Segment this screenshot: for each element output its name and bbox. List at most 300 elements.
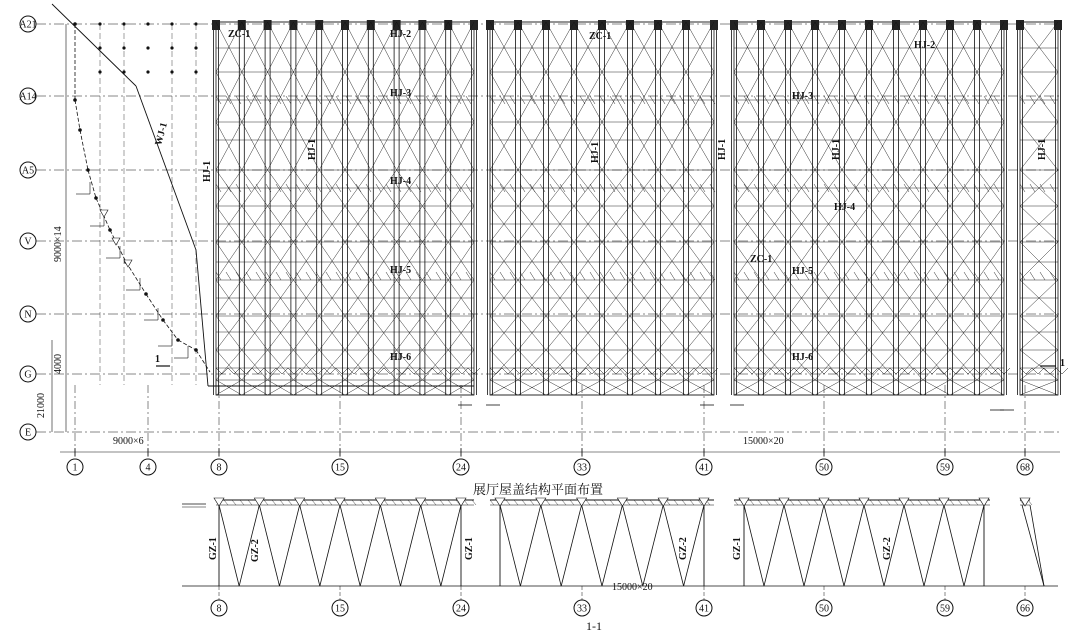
top-chord-web [682, 500, 686, 505]
truss-web [252, 368, 258, 374]
label-gz1: GZ-1 [208, 537, 219, 560]
top-chord-web [280, 500, 284, 505]
wj1-chord [52, 4, 136, 86]
truss-web [634, 368, 640, 374]
tree-column [259, 505, 279, 586]
truss-web [646, 368, 652, 374]
truss-web [878, 368, 884, 374]
top-chord-web [320, 500, 324, 505]
top-chord-web [774, 500, 778, 505]
truss-web [1044, 368, 1050, 374]
col-label-24: 24 [456, 462, 466, 474]
truss-web [764, 272, 769, 280]
truss-web [1032, 368, 1038, 374]
top-chord-web [910, 500, 914, 505]
truss-web [326, 272, 331, 280]
node-dot [170, 70, 173, 73]
truss-web [356, 272, 361, 280]
truss-end-block [1000, 20, 1008, 30]
top-chord-web [304, 500, 308, 505]
tree-column [320, 505, 340, 586]
top-chord-web [288, 500, 292, 505]
truss-web [276, 272, 281, 280]
truss-web [436, 272, 441, 280]
truss-web [246, 272, 251, 280]
truss-web [800, 368, 806, 374]
col-label-33: 33 [577, 462, 587, 474]
perimeter-edge [75, 100, 80, 130]
truss-end-block [542, 20, 550, 30]
truss-web [1004, 368, 1010, 374]
node-dot [176, 338, 180, 342]
node-dot [98, 22, 101, 25]
truss-web [426, 272, 431, 280]
truss-web [568, 368, 574, 374]
node-dot [78, 128, 82, 132]
truss-web [998, 368, 1004, 374]
dim-vertical-lower: 21000 [36, 393, 47, 418]
node-dot [170, 46, 173, 49]
tree-column [582, 505, 602, 586]
truss-end-block [264, 20, 272, 30]
truss-end-block [598, 20, 606, 30]
perimeter-edge [110, 230, 126, 262]
roof-block [212, 20, 480, 395]
truss-web [496, 368, 502, 374]
top-chord-web [974, 500, 978, 505]
truss-end-block [946, 20, 954, 30]
truss-web [246, 368, 252, 374]
truss-web [446, 272, 451, 280]
roof-block-outline [734, 22, 1004, 395]
top-chord-web [626, 500, 630, 505]
truss-end-block [212, 20, 220, 30]
roof-plan-geometry [36, 4, 1068, 459]
truss-web [500, 272, 505, 280]
truss-web [574, 368, 580, 374]
truss-web [834, 272, 839, 280]
truss-end-block [838, 20, 846, 30]
col-label-1: 1 [72, 462, 78, 474]
top-chord-web [514, 500, 518, 505]
truss-end-block [418, 20, 426, 30]
label-zc1: ZC-1 [589, 31, 612, 42]
tree-column [804, 505, 824, 586]
top-chord-web [448, 500, 452, 505]
node-dot [73, 22, 77, 26]
sec-col-label: 50 [819, 603, 829, 615]
tree-column [824, 505, 844, 586]
truss-web [236, 272, 241, 280]
top-chord-web [562, 500, 566, 505]
truss-web [794, 368, 800, 374]
truss-web [712, 368, 718, 374]
col-label-15: 15 [335, 462, 345, 474]
perimeter-edge [126, 262, 146, 294]
row-label-v: V [24, 236, 32, 248]
truss-web [1038, 368, 1044, 374]
col-label-4: 4 [145, 462, 151, 474]
truss-web [222, 368, 228, 374]
row-label-a14: A14 [19, 91, 37, 103]
row-label-e: E [24, 427, 32, 439]
top-chord-web [440, 500, 444, 505]
truss-web [456, 368, 462, 374]
col-label-68: 68 [1020, 462, 1030, 474]
truss-end-block [315, 20, 323, 30]
node-dot [194, 22, 197, 25]
tree-column [602, 505, 622, 586]
truss-web [884, 272, 889, 280]
truss-web [782, 368, 788, 374]
truss-web [502, 368, 508, 374]
truss-web [680, 272, 685, 280]
top-chord-web [570, 500, 574, 505]
top-chord-web [546, 500, 550, 505]
truss-web [652, 368, 658, 374]
top-chord-web [650, 500, 654, 505]
truss-web [842, 368, 848, 374]
top-chord-web [870, 500, 874, 505]
top-chord-web [432, 500, 436, 505]
node-dot [73, 98, 77, 102]
label-hj2: HJ-2 [390, 29, 412, 40]
row-label-n: N [24, 309, 32, 321]
top-chord-web [602, 500, 606, 505]
top-chord-web [758, 500, 762, 505]
truss-end-block [892, 20, 900, 30]
truss-web [610, 368, 616, 374]
top-chord-web [224, 500, 228, 505]
truss-web [508, 368, 514, 374]
truss-web [670, 368, 676, 374]
label-hj6: HJ-6 [390, 352, 412, 363]
node-dot [194, 70, 197, 73]
top-chord-web [798, 500, 802, 505]
truss-web [306, 272, 311, 280]
top-chord-web [272, 500, 276, 505]
truss-web [530, 272, 535, 280]
label-zc1: ZC-1 [228, 29, 251, 40]
section-mark-left: 1 [155, 354, 160, 365]
truss-web [544, 368, 550, 374]
roof-block [486, 20, 718, 395]
truss-web [688, 368, 694, 374]
top-chord-web [878, 500, 882, 505]
truss-end-block [919, 20, 927, 30]
col-label-50: 50 [819, 462, 829, 474]
truss-web [994, 272, 999, 280]
truss-web [934, 272, 939, 280]
truss-web [570, 272, 575, 280]
truss-web [330, 368, 336, 374]
truss-end-block [1054, 20, 1062, 30]
section-mark-right: 1 [1060, 358, 1065, 369]
label-hj2: HJ-2 [914, 40, 936, 51]
sec-col-label: 24 [456, 603, 466, 615]
node-dot [170, 22, 173, 25]
truss-web [884, 368, 890, 374]
perimeter-edge [163, 320, 178, 340]
truss-web [1030, 272, 1035, 280]
truss-web [620, 272, 625, 280]
top-chord-web [368, 500, 372, 505]
truss-web [1020, 368, 1026, 374]
truss-end-block [811, 20, 819, 30]
truss-web [346, 272, 351, 280]
tree-column [380, 505, 400, 586]
label-hj1: HJ-1 [202, 160, 213, 182]
tree-column [784, 505, 804, 586]
section-title: 1-1 [586, 619, 602, 633]
truss-web [744, 272, 749, 280]
sec-col-label: 15 [335, 603, 345, 615]
node-dot [108, 228, 112, 232]
node-dot [98, 70, 101, 73]
truss-web [676, 368, 682, 374]
label-hj3: HJ-3 [390, 88, 412, 99]
node-dot [146, 70, 149, 73]
truss-end-block [654, 20, 662, 30]
tree-column [340, 505, 360, 586]
truss-web [640, 368, 646, 374]
truss-web [560, 272, 565, 280]
truss-web [474, 368, 480, 374]
truss-web [444, 368, 450, 374]
node-dot [86, 168, 90, 172]
truss-web [306, 368, 312, 374]
truss-web [376, 272, 381, 280]
node-dot [161, 318, 165, 322]
label-hj1: HJ-1 [590, 141, 601, 163]
top-chord-web [934, 500, 938, 505]
truss-web [216, 368, 222, 374]
top-chord-web [530, 500, 534, 505]
roof-block [730, 20, 1010, 395]
truss-web [456, 272, 461, 280]
top-chord-web [400, 500, 404, 505]
truss-end-block [784, 20, 792, 30]
dim-vertical-g: 4000 [53, 354, 64, 374]
label-zc1: ZC-1 [750, 254, 773, 265]
truss-end-block [289, 20, 297, 30]
truss-web [984, 272, 989, 280]
truss-web [228, 368, 234, 374]
truss-end-block [367, 20, 375, 30]
truss-web [908, 368, 914, 374]
truss-web [590, 272, 595, 280]
truss-web [740, 368, 746, 374]
truss-web [462, 368, 468, 374]
top-chord-web [854, 500, 858, 505]
truss-web [540, 272, 545, 280]
tree-column [844, 505, 864, 586]
top-chord-web [830, 500, 834, 505]
truss-web [378, 368, 384, 374]
truss-web [580, 272, 585, 280]
top-chord-web [958, 500, 962, 505]
truss-end-block [444, 20, 452, 30]
truss-end-block [514, 20, 522, 30]
section-column-bubbles [211, 600, 1033, 616]
sec-col-label: 41 [699, 603, 709, 615]
top-chord-web [248, 500, 252, 505]
truss-end-block [341, 20, 349, 30]
truss-web [520, 368, 526, 374]
label-hj1: HJ-1 [717, 138, 728, 160]
sec-col-label: 33 [577, 603, 587, 615]
top-chord-web [926, 500, 930, 505]
roof-block-outline [490, 22, 714, 395]
truss-web [490, 368, 496, 374]
dim-span-main: 15000×20 [743, 436, 784, 447]
truss-web [670, 272, 675, 280]
node-dot [122, 46, 125, 49]
support-triangle [112, 238, 120, 245]
truss-web [556, 368, 562, 374]
tree-column [541, 505, 561, 586]
row-axis-bubbles [19, 16, 36, 440]
tree-column [280, 505, 300, 586]
top-chord-web [814, 500, 818, 505]
truss-web [366, 368, 372, 374]
top-chord-web [766, 500, 770, 505]
truss-web [902, 368, 908, 374]
top-chord-web [424, 500, 428, 505]
truss-web [700, 272, 705, 280]
truss-web [426, 368, 432, 374]
truss-web [770, 368, 776, 374]
top-chord-web [344, 500, 348, 505]
tree-column [300, 505, 320, 586]
truss-web [956, 368, 962, 374]
perimeter-edge [196, 350, 210, 372]
truss-web [354, 368, 360, 374]
label-hj1: HJ-1 [831, 138, 842, 160]
top-chord-web [966, 500, 970, 505]
top-chord-web [690, 500, 694, 505]
truss-web [258, 368, 264, 374]
top-chord-web [886, 500, 890, 505]
label-hj5: HJ-5 [792, 266, 814, 277]
node-dot [144, 292, 148, 296]
tree-column [764, 505, 784, 586]
truss-web [562, 368, 568, 374]
col-label-41: 41 [699, 462, 709, 474]
truss-web [402, 368, 408, 374]
top-chord-web [806, 500, 810, 505]
label-gz2: GZ-2 [678, 537, 689, 560]
truss-web [682, 368, 688, 374]
dim-span-left: 9000×6 [113, 436, 144, 447]
truss-web [466, 272, 471, 280]
label-gz1: GZ-1 [464, 537, 475, 560]
top-chord-web [634, 500, 638, 505]
truss-web [282, 368, 288, 374]
truss-end-block [682, 20, 690, 30]
truss-web [550, 272, 555, 280]
truss-web [610, 272, 615, 280]
perimeter-edge [80, 130, 88, 170]
node-dot [194, 46, 197, 49]
truss-web [360, 368, 366, 374]
truss-end-block [730, 20, 738, 30]
truss-end-block [1016, 20, 1024, 30]
truss-web [318, 368, 324, 374]
truss-web [950, 368, 956, 374]
label-wj1: WJ-1 [153, 121, 170, 147]
truss-web [640, 272, 645, 280]
row-label-a21: A21 [19, 19, 37, 31]
top-chord-web [950, 500, 954, 505]
label-hj3: HJ-3 [792, 91, 814, 102]
truss-web [514, 368, 520, 374]
plan-title: 展厅屋盖结构平面布置 [472, 482, 604, 497]
support-triangle [100, 210, 108, 217]
truss-web [964, 272, 969, 280]
top-chord-web [392, 500, 396, 505]
label-gz2: GZ-2 [882, 537, 893, 560]
tree-column [441, 505, 461, 586]
truss-web [664, 368, 670, 374]
top-chord-web [232, 500, 236, 505]
top-chord-web [472, 500, 476, 505]
label-hj5: HJ-5 [390, 265, 412, 276]
truss-web [658, 368, 664, 374]
top-chord-web [918, 500, 922, 505]
node-dot [94, 196, 98, 200]
top-chord-web [838, 500, 842, 505]
truss-web [468, 368, 474, 374]
top-chord-web [328, 500, 332, 505]
truss-web [690, 272, 695, 280]
col-label-59: 59 [940, 462, 950, 474]
truss-end-block [486, 20, 494, 30]
truss-web [592, 368, 598, 374]
truss-web [848, 368, 854, 374]
truss-web [986, 368, 992, 374]
truss-web [938, 368, 944, 374]
truss-web [526, 368, 532, 374]
truss-web [650, 272, 655, 280]
truss-end-block [570, 20, 578, 30]
label-hj6: HJ-6 [792, 352, 814, 363]
tree-column [360, 505, 380, 586]
wj1-chord [136, 86, 196, 250]
node-dot [98, 46, 101, 49]
truss-end-block [710, 20, 718, 30]
top-chord-web [384, 500, 388, 505]
top-chord-web [360, 500, 364, 505]
top-chord-web [594, 500, 598, 505]
truss-end-block [470, 20, 478, 30]
truss-web [890, 368, 896, 374]
truss-web [836, 368, 842, 374]
tree-column [1022, 505, 1044, 586]
truss-web [286, 272, 291, 280]
node-dot [122, 22, 125, 25]
top-chord-web [408, 500, 412, 505]
truss-web [874, 272, 879, 280]
row-label-g: G [24, 369, 32, 381]
sec-col-label: 59 [940, 603, 950, 615]
truss-end-block [626, 20, 634, 30]
truss-web [824, 272, 829, 280]
node-dot [194, 348, 198, 352]
label-hj4: HJ-4 [390, 176, 412, 187]
label-hj1: HJ-1 [1037, 138, 1048, 160]
top-chord-web [554, 500, 558, 505]
